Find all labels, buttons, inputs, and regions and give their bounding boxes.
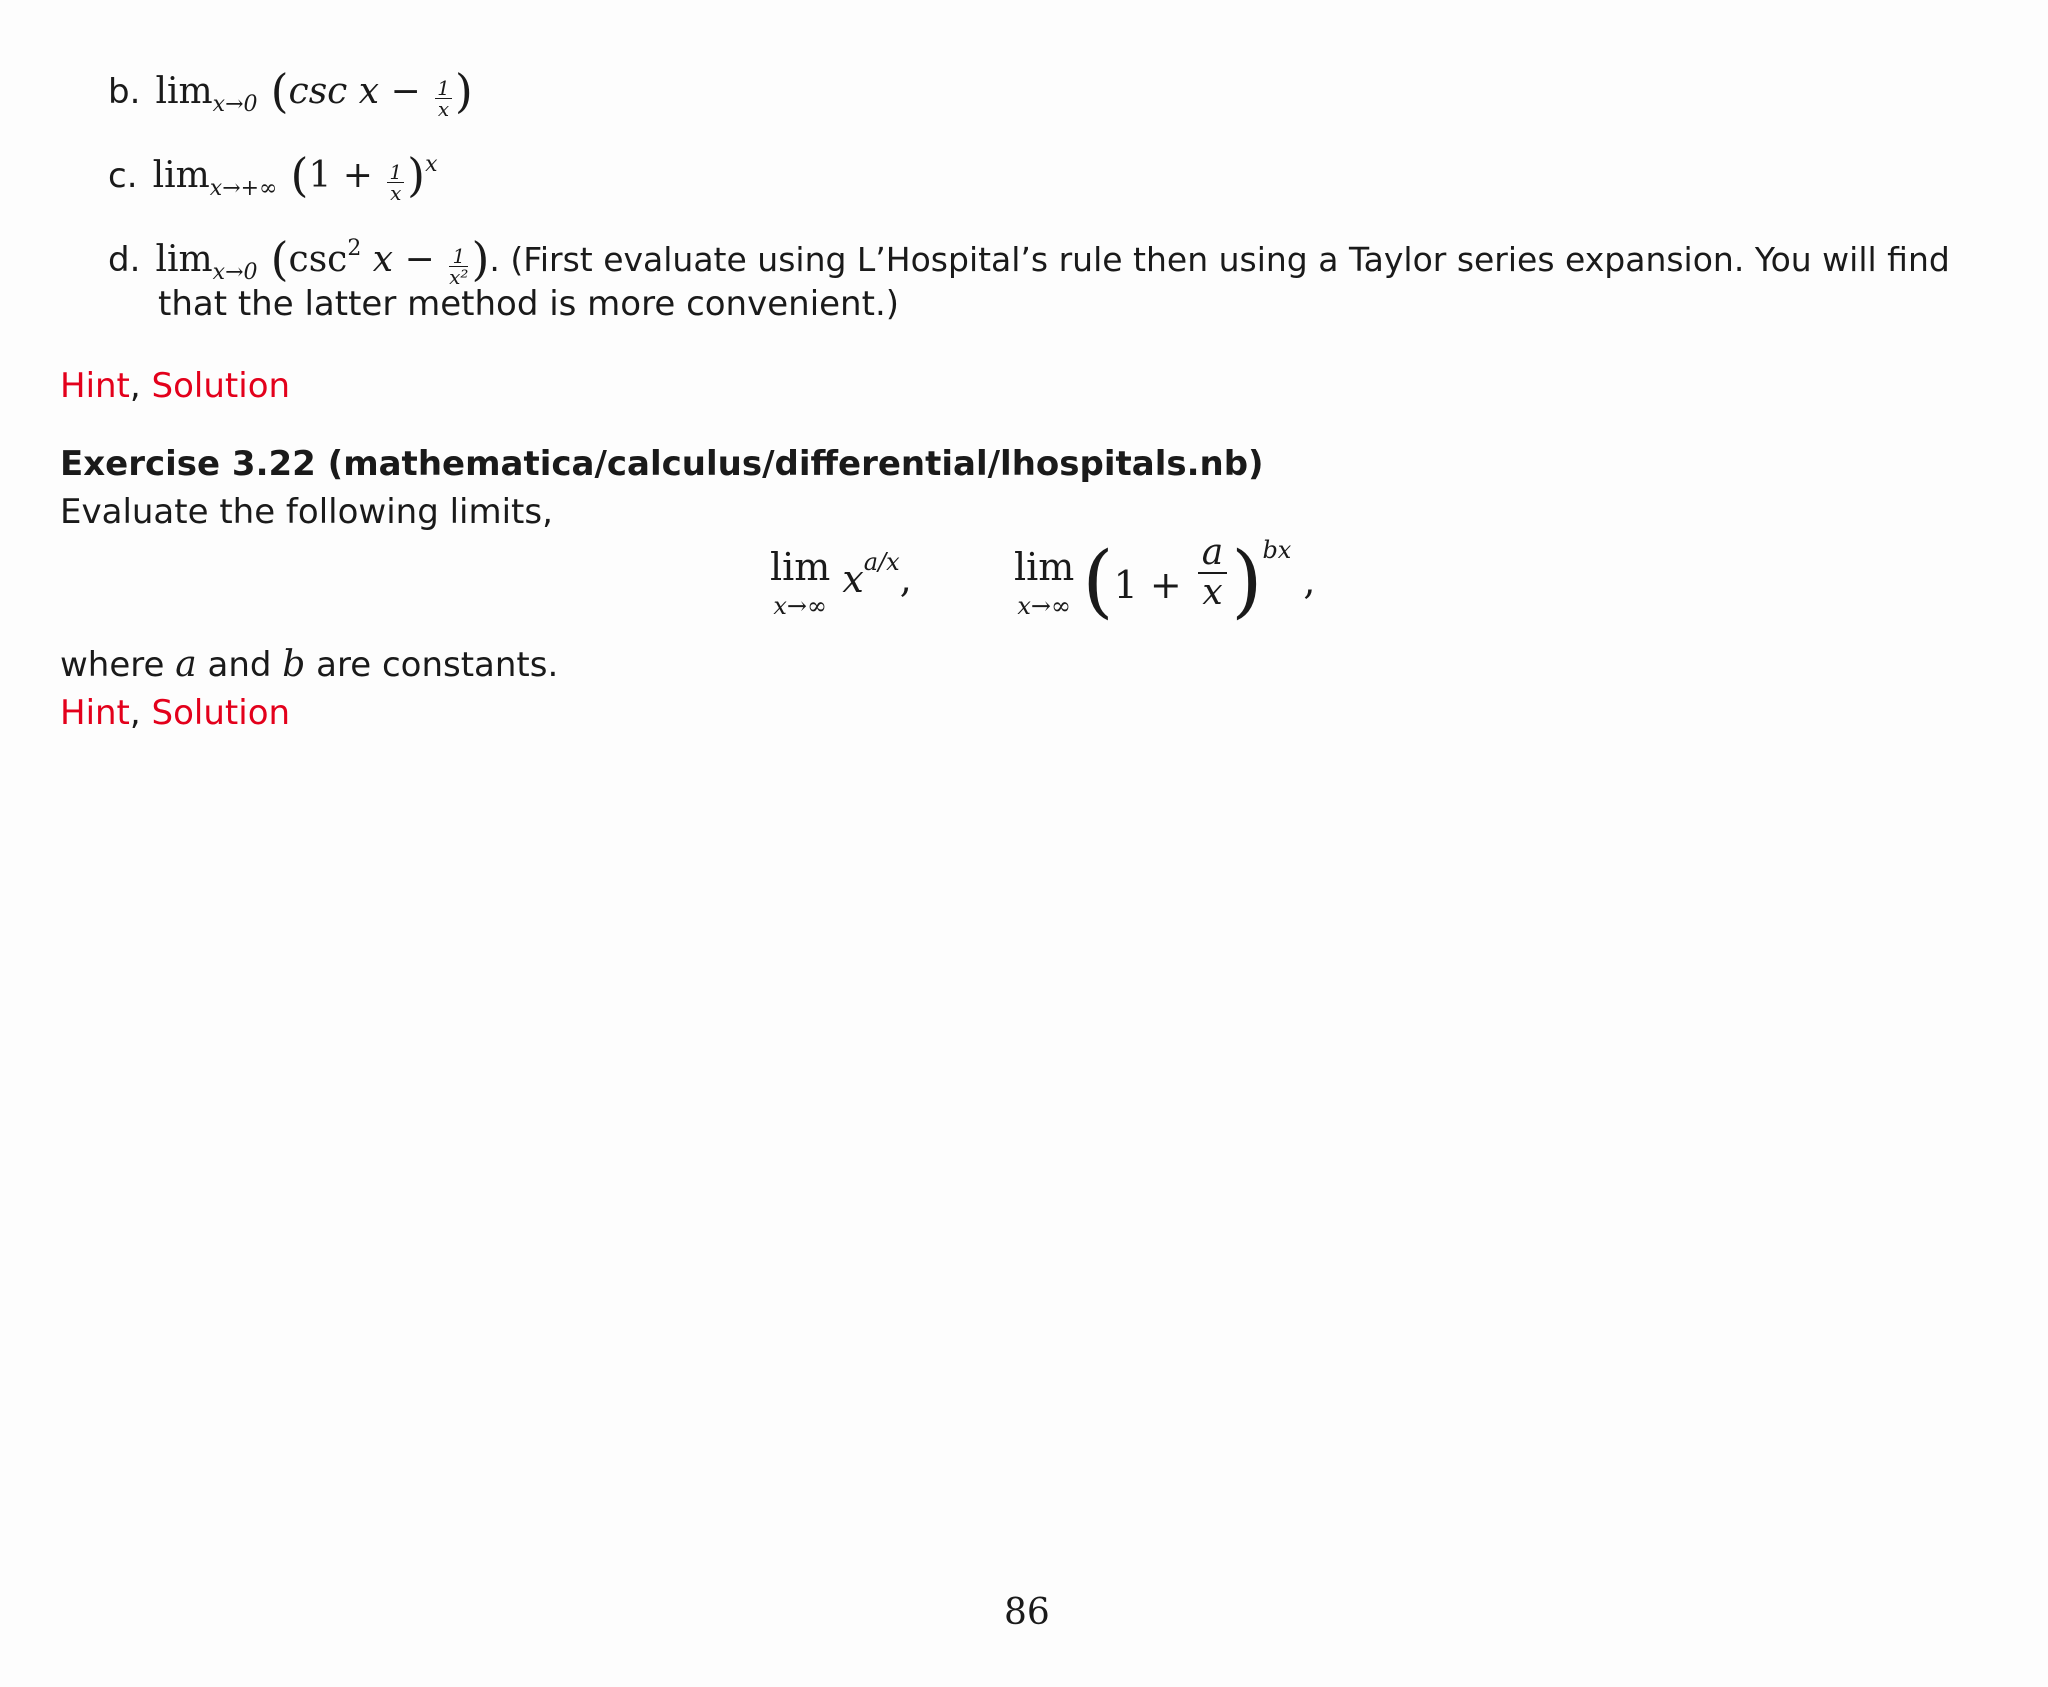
limit-2-paren-close: ) — [1231, 534, 1263, 627]
item-d-text2: that the latter method is more convenient.) — [158, 284, 900, 324]
limit-1-base: x — [842, 557, 864, 601]
outro-suffix: are constants. — [305, 645, 559, 685]
item-d-body: csc — [288, 239, 348, 280]
item-b-lim: lim — [155, 71, 213, 112]
limit-1-operator — [770, 545, 831, 620]
outro-prefix: where — [60, 645, 176, 685]
display-limit-1 — [770, 545, 912, 620]
outro-mid: and — [196, 645, 283, 685]
item-d — [108, 232, 1950, 287]
links-row-2 — [60, 693, 290, 733]
solution-link-2[interactable]: Solution — [151, 693, 291, 733]
limit-1-comma: , — [899, 557, 912, 601]
display-limit-2 — [1014, 534, 1315, 627]
limit-2-num: a — [1198, 534, 1227, 574]
limit-2-fraction — [1198, 534, 1227, 612]
limit-2-one: 1 + — [1113, 563, 1194, 607]
item-c-body: 1 + — [308, 155, 385, 196]
limit-2-under: x→∞ — [1017, 592, 1071, 620]
item-c-sub: x→+∞ — [209, 176, 278, 201]
exercise-outro — [60, 644, 558, 685]
item-b-label: b. — [108, 72, 141, 112]
item-d-text1: . (First evaluate using L’Hospital’s rule then using a Taylor series expansion. You will find — [489, 240, 1950, 279]
item-d-fraction — [449, 246, 468, 287]
item-c-den: x — [390, 181, 402, 205]
item-b — [108, 64, 473, 119]
limit-2-den: x — [1202, 572, 1223, 613]
limit-1-under: x→∞ — [773, 592, 827, 620]
item-d-num: 1 — [449, 246, 468, 267]
links-separator-1: , — [129, 366, 141, 406]
exercise-title: Exercise 3.22 (mathematica/calculus/differential/lhospitals.nb) — [60, 444, 1264, 484]
item-c — [108, 148, 438, 203]
item-b-paren-close: ) — [454, 64, 473, 118]
limit-2-exp: bx — [1262, 536, 1292, 564]
solution-link-1[interactable]: Solution — [151, 366, 291, 406]
links-row-1 — [60, 366, 290, 406]
item-d-square: 2 — [347, 236, 362, 261]
item-c-label: c. — [108, 156, 138, 196]
hint-link-1[interactable]: Hint — [60, 366, 130, 406]
outro-var-a: a — [175, 644, 197, 685]
item-b-paren-open: ( — [270, 64, 289, 118]
limit-2-paren-open: ( — [1082, 534, 1114, 627]
limit-2-operator — [1014, 545, 1075, 620]
item-d-body2: x − — [361, 239, 447, 280]
item-b-sub: x→0 — [212, 92, 258, 117]
item-d-lim: lim — [155, 239, 213, 280]
item-d-paren-close: ) — [471, 232, 490, 286]
item-d-label: d. — [108, 240, 141, 280]
item-c-paren-close: ) — [407, 148, 426, 202]
item-b-den: x — [437, 97, 450, 121]
item-d-den: x² — [449, 265, 469, 289]
item-b-num: 1 — [437, 76, 450, 100]
item-c-paren-open: ( — [290, 148, 309, 202]
item-b-fraction — [435, 78, 452, 119]
item-d-paren-open: ( — [270, 232, 289, 286]
exercise-intro: Evaluate the following limits, — [60, 492, 553, 532]
item-b-body: csc x − — [288, 71, 433, 112]
item-c-exp: x — [425, 152, 438, 177]
hint-link-2[interactable]: Hint — [60, 693, 130, 733]
limit-1-exp: a/x — [863, 548, 900, 576]
outro-var-b: b — [282, 644, 306, 685]
limit-1-lim: lim — [770, 545, 831, 589]
item-d-sub: x→0 — [212, 260, 258, 285]
limit-2-comma: , — [1303, 559, 1316, 603]
item-c-lim: lim — [152, 155, 210, 196]
item-c-num: 1 — [389, 160, 403, 184]
page-number: 86 — [1004, 1592, 1050, 1633]
links-separator-2: , — [129, 693, 141, 733]
limit-2-lim: lim — [1014, 545, 1075, 589]
item-c-fraction — [387, 162, 404, 203]
